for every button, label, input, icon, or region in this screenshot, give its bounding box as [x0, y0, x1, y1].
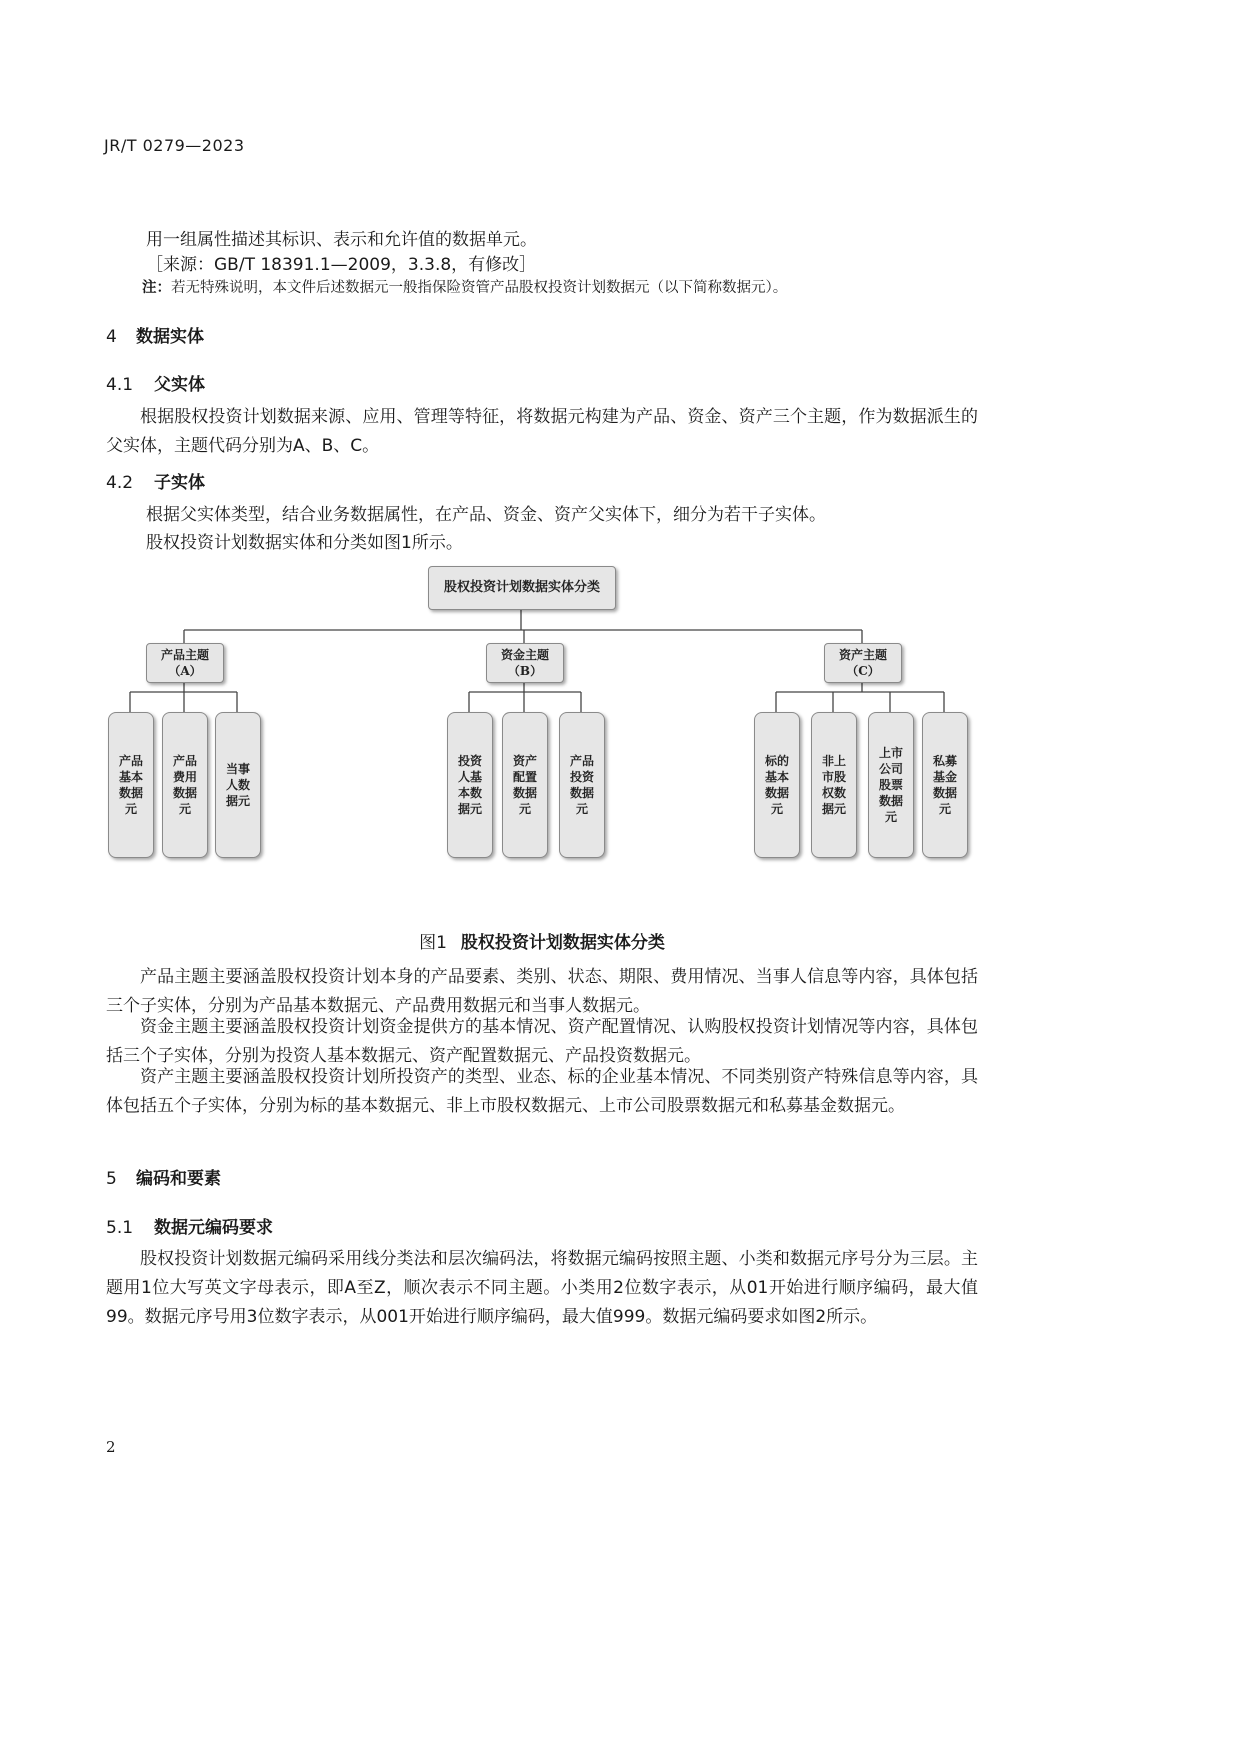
leaf-node: [108, 712, 154, 858]
section-4-title: 数据实体: [136, 327, 204, 347]
definition-text: 用一组属性描述其标识、表示和允许值的数据单元。: [146, 230, 537, 250]
leaf-node: [215, 712, 261, 858]
leaf-label: 产品投资数据元: [569, 754, 594, 816]
leaf-label: 标的基本数据元: [764, 754, 789, 816]
page-number: 2: [106, 1438, 116, 1456]
section-5-heading: [106, 1164, 221, 1189]
leaf-node: [162, 712, 208, 858]
topic-c-code: （C）: [846, 664, 880, 678]
section-4-2-line-2: 股权投资计划数据实体和分类如图1所示。: [146, 533, 463, 553]
section-4-1-paragraph: 根据股权投资计划数据来源、应用、管理等特征，将数据元构建为产品、资金、资产三个主题，作为数据派生的父实体，主题代码分别为A、B、C。: [106, 407, 978, 456]
section-5-title: 编码和要素: [136, 1169, 221, 1189]
section-4-number: 4: [106, 327, 117, 347]
note-text: 若无特殊说明，本文件后述数据元一般指保险资管产品股权投资计划数据元（以下简称数据元）。: [171, 280, 788, 296]
topic-b-code: （B）: [507, 664, 543, 678]
topic-a-code: （A）: [168, 664, 202, 678]
leaf-label: 资产配置数据元: [512, 754, 537, 816]
topic-c-name: 资产主题: [838, 648, 887, 662]
section-4-1-number: 4.1: [106, 375, 134, 395]
section-4-2-line-1: 根据父实体类型，结合业务数据属性，在产品、资金、资产父实体下，细分为若干子实体。: [146, 505, 826, 525]
topic-b-description: 资金主题主要涵盖股权投资计划资金提供方的基本情况、资产配置情况、认购股权投资计划情况等内容，具体包括三个子实体，分别为投资人基本数据元、资产配置数据元、产品投资数据元。: [106, 1017, 978, 1066]
note-label: 注：: [142, 280, 171, 296]
leaf-node: [559, 712, 605, 858]
leaf-label: 投资人基本数据元: [457, 754, 482, 816]
leaf-node: [922, 712, 968, 858]
standard-code-header: JR/T 0279—2023: [104, 136, 245, 155]
section-4-2-title: 子实体: [154, 473, 205, 493]
figure-1-number: 图1: [419, 933, 447, 953]
section-4-2-number: 4.2: [106, 473, 134, 493]
topic-c-description: 资产主题主要涵盖股权投资计划所投资产的类型、业态、标的企业基本情况、不同类别资产特殊信息等内容，具体包括五个子实体，分别为标的基本数据元、非上市股权数据元、上市公司股票数据元和私募基金数据元。: [106, 1067, 978, 1116]
section-5-1-heading: [106, 1213, 273, 1238]
definition-source: ［来源：GB/T 18391.1—2009，3.3.8，有修改］: [146, 255, 537, 275]
leaf-node: [868, 712, 914, 858]
topic-a-name: 产品主题: [160, 648, 209, 662]
leaf-label: 当事人数据元: [225, 762, 250, 808]
leaf-label: 产品基本数据元: [118, 754, 143, 816]
topic-a-node: [146, 643, 224, 683]
diagram-root-node: 股权投资计划数据实体分类: [428, 566, 616, 610]
section-5-1-number: 5.1: [106, 1218, 134, 1238]
figure-1-title: 股权投资计划数据实体分类: [460, 933, 665, 953]
leaf-label: 私募基金数据元: [932, 754, 957, 816]
topic-a-description: 产品主题主要涵盖股权投资计划本身的产品要素、类别、状态、期限、费用情况、当事人信息等内容，具体包括三个子实体，分别为产品基本数据元、产品费用数据元和当事人数据元。: [106, 967, 978, 1016]
leaf-label: 非上市股权数据元: [821, 754, 846, 816]
leaf-label: 上市公司股票数据元: [878, 746, 903, 824]
leaf-node: [754, 712, 800, 858]
leaf-node: [811, 712, 857, 858]
section-5-1-paragraph: 股权投资计划数据元编码采用线分类法和层次编码法，将数据元编码按照主题、小类和数据元序号分为三层。主题用1位大写英文字母表示，即A至Z，顺次表示不同主题。小类用2位数字表示，从01开始进行顺序编码，最大值99。数据元序号用3位数字表示，从001开始进行顺序编码，最大值999。数据元编码要求如图2所示。: [106, 1249, 978, 1327]
leaf-node: [502, 712, 548, 858]
section-5-number: 5: [106, 1169, 117, 1189]
section-5-1-title: 数据元编码要求: [154, 1218, 273, 1238]
figure-1-caption: [0, 928, 1084, 953]
leaf-node: [447, 712, 493, 858]
leaf-label: 产品费用数据元: [172, 754, 197, 816]
topic-b-node: [486, 643, 564, 683]
topic-b-name: 资金主题: [500, 648, 549, 662]
section-4-1-title: 父实体: [154, 375, 205, 395]
topic-c-node: [824, 643, 902, 683]
